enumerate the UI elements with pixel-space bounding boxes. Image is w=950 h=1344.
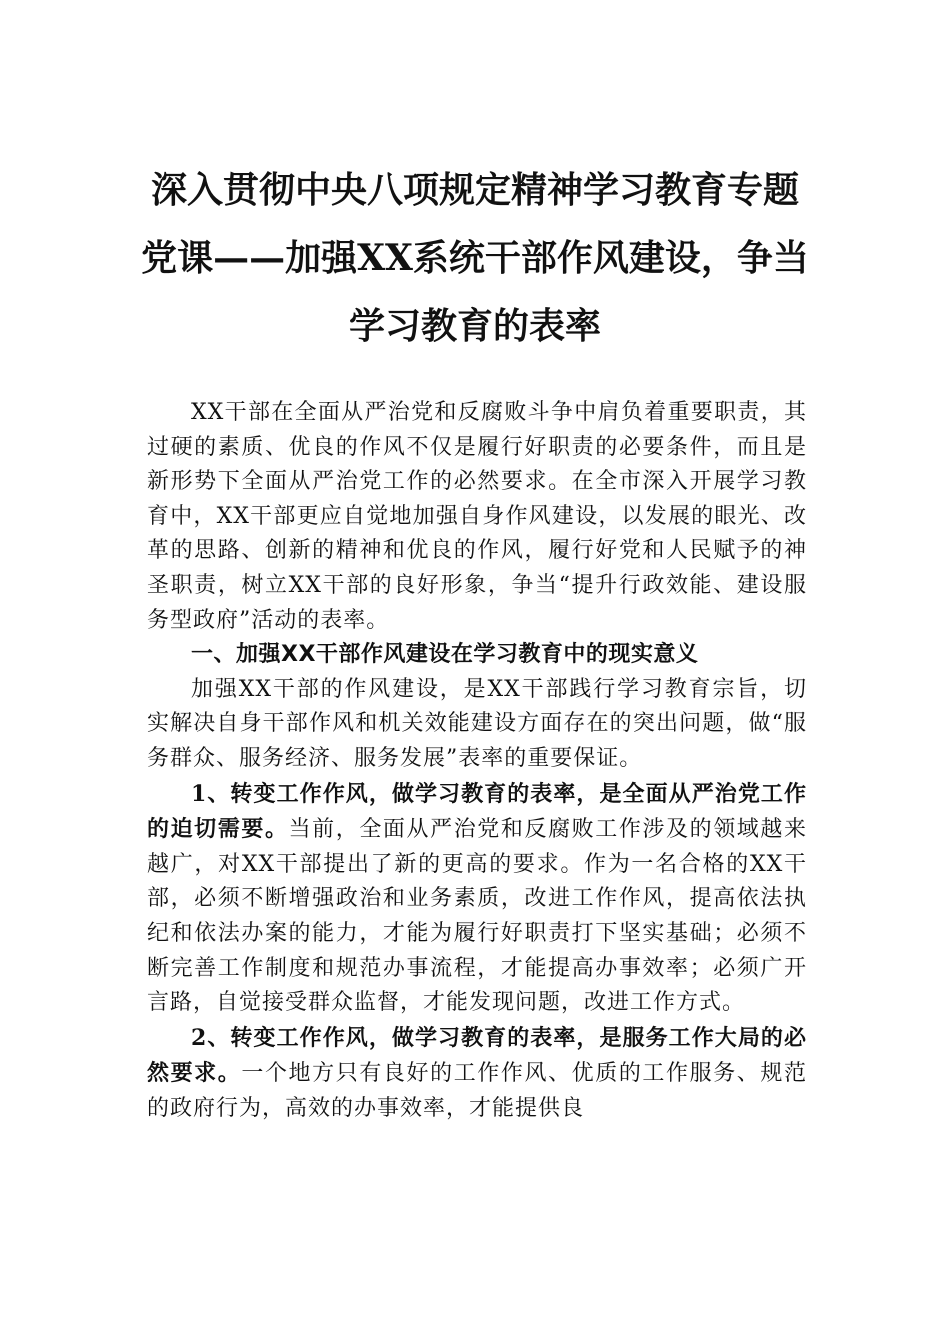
intro-paragraph: XX干部在全面从严治党和反腐败斗争中肩负着重要职责，其过硬的素质、优良的作风不仅是履行好职责的必要条件，而且是新形势下全面从严治党工作的必然要求。在全市深入开展学习教育中，XX干部更应自觉地加强自身作风建设，以发展的眼光、改革的思路、创新的精神和优良的作风，履行好党和人民赋予的神圣职责，树立XX干部的良好形象，争当“提升行政效能、建设服务型政府”活动的表率。: [147, 400, 807, 633]
document-title: [140, 156, 810, 360]
document-body: [147, 396, 807, 1126]
point-2-paragraph: [147, 1021, 807, 1127]
point-1-paragraph: [147, 777, 807, 1021]
title-line-3: 学习教育的表率: [348, 305, 601, 347]
point-2-text: 一个地方只有良好的工作作风、优质的工作服务、规范的政府行为，高效的办事效率，才能提供良: [147, 1061, 807, 1121]
point-1-lead: 1、转变工作作风，做学习教育的表率，是全面从严治党工作的迫切需要。: [147, 780, 807, 843]
title-line-2: 党课——加强XX系统干部作风建设，争当: [141, 237, 809, 279]
section-1-intro-paragraph: 加强XX干部的作风建设，是XX干部践行学习教育宗旨，切实解决自身干部作风和机关效能建设方面存在的突出问题，做“服务群众、服务经济、服务发展”表率的重要保证。: [147, 676, 807, 771]
title-line-1: 深入贯彻中央八项规定精神学习教育专题: [150, 169, 799, 211]
point-2-lead: 2、转变工作作风，做学习教育的表率，是服务工作大局的必然要求。: [147, 1024, 807, 1087]
point-1-text: 当前，全面从严治党和反腐败工作涉及的领域越来越广，对XX干部提出了新的更高的要求。作为一名合格的XX干部，必须不断增强政治和业务素质，改进工作作风，提高依法执纪和依法办案的能力，才能为履行好职责打下坚实基础；必须不断完善工作制度和规范办事流程，才能提高办事效率；必须广开言路，自觉接受群众监督，才能发现问题，改进工作方式。: [147, 817, 807, 1016]
section-1-heading: 一、加强XX干部作风建设在学习教育中的现实意义: [191, 642, 699, 668]
